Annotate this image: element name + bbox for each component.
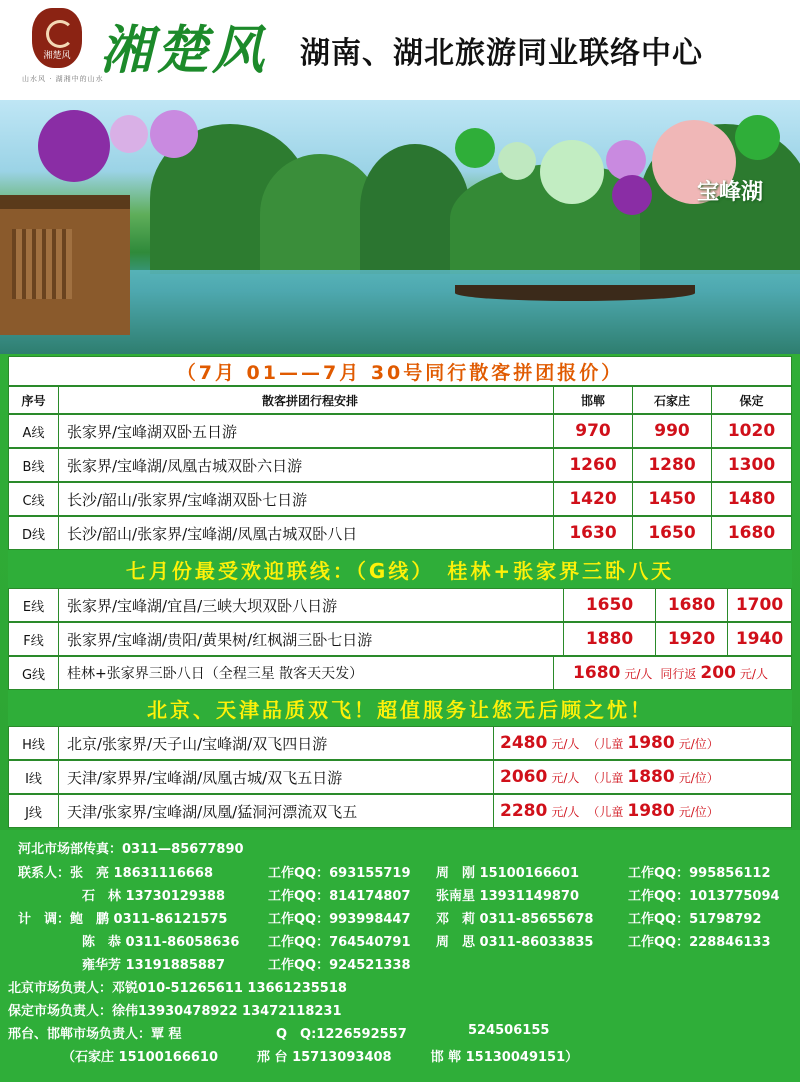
child-unit: 元/位） <box>678 804 719 819</box>
price-unit: 元/人 <box>551 736 580 751</box>
route-name: 北京/张家界/天子山/宝峰湖/双飞四日游 <box>59 727 494 759</box>
route-g-price <box>554 657 791 689</box>
route-code: F线 <box>9 623 59 655</box>
table-row <box>8 760 792 794</box>
route-code: J线 <box>9 795 59 827</box>
banner-scene <box>0 100 800 354</box>
route-price <box>494 761 791 793</box>
flight-feature-banner: 北京、天津品质双飞！超值服务让您无后顾之忧！ <box>8 690 792 726</box>
price-city1: 1630 <box>554 517 633 549</box>
route-name: 张家界/宝峰湖双卧五日游 <box>59 415 554 447</box>
header-route: 散客拼团行程安排 <box>59 387 554 413</box>
child-label: （儿童 <box>587 770 624 785</box>
price-city1: 1420 <box>554 483 633 515</box>
price-unit: 元/人 <box>551 770 580 785</box>
decor-circle <box>498 142 536 180</box>
table-row <box>8 588 792 622</box>
contact-line: 邓 莉 0311-85655678 <box>436 912 594 927</box>
decor-circle <box>110 115 148 153</box>
xingtai-qq: Q Q:1226592557 <box>276 1027 407 1042</box>
contact-qq: 工作QQ：814174807 <box>268 889 411 904</box>
contact-qq: 工作QQ：764540791 <box>268 935 411 950</box>
route-code: B线 <box>9 449 59 481</box>
decor-circle <box>38 110 110 182</box>
table-row <box>8 516 792 550</box>
price-city3: 1940 <box>735 629 784 649</box>
contact-qq: 工作QQ：993998447 <box>268 912 411 927</box>
table-row <box>8 794 792 828</box>
xingtai-qq2: 524506155 <box>468 1023 550 1038</box>
header-city2: 石家庄 <box>633 387 712 413</box>
price: 2060 <box>500 767 548 787</box>
table-row <box>8 656 792 690</box>
child-label: （儿童 <box>587 804 624 819</box>
child-price: 1880 <box>627 767 675 787</box>
price-city3: 1020 <box>727 421 776 441</box>
price-table-title: （7月 01——7月 30号同行散客拼团报价） <box>8 356 792 386</box>
price-unit: 元/人 <box>624 666 653 681</box>
price-city1: 970 <box>554 415 633 447</box>
route-name: 长沙/韶山/张家界/宝峰湖/凤凰古城双卧八日 <box>59 517 554 549</box>
route-name: 长沙/韶山/张家界/宝峰湖双卧七日游 <box>59 483 554 515</box>
route-code: H线 <box>9 727 59 759</box>
route-price <box>494 727 791 759</box>
price-city1: 1650 <box>564 589 656 621</box>
contact-qq: 工作QQ：1013775094 <box>628 889 780 904</box>
header-city3: 保定 <box>739 393 764 408</box>
contact-line: 周 思 0311-86033835 <box>436 935 594 950</box>
price: 1680 <box>573 663 621 683</box>
contact-line: 联系人：张 亮 18631116668 <box>18 866 214 881</box>
xingtai-manager: 邢台、邯郸市场负责人：覃 程 <box>8 1027 182 1042</box>
header-code: 序号 <box>9 387 59 413</box>
contact-line: 石 林 13730129388 <box>82 889 226 904</box>
price-city1: 1260 <box>554 449 633 481</box>
price-city3: 1480 <box>727 489 776 509</box>
decor-circle <box>612 175 652 215</box>
city-phones: （石家庄 15100166610 邢 台 15713093408 邯 郸 15130049151） <box>62 1050 579 1065</box>
route-name: 张家界/宝峰湖/宜昌/三峡大坝双卧八日游 <box>59 589 564 621</box>
child-unit: 元/位） <box>678 770 719 785</box>
route-name: 张家界/宝峰湖/凤凰古城双卧六日游 <box>59 449 554 481</box>
route-code: E线 <box>9 589 59 621</box>
child-unit: 元/位） <box>678 736 719 751</box>
header <box>0 0 800 100</box>
route-price <box>494 795 791 827</box>
route-code: A线 <box>9 415 59 447</box>
contact-qq: 工作QQ：693155719 <box>268 866 411 881</box>
price-city2: 990 <box>633 415 712 447</box>
contact-qq: 工作QQ：51798792 <box>628 912 762 927</box>
route-code: G线 <box>9 657 59 689</box>
brand-title: 湘楚风 <box>100 20 269 81</box>
route-code: I线 <box>9 761 59 793</box>
contact-section <box>0 830 800 1082</box>
price-city2: 1450 <box>633 483 712 515</box>
table-row <box>8 482 792 516</box>
organization-title: 湖南、湖北旅游同业联络中心 <box>300 36 703 71</box>
logo-name: 湘楚风 <box>43 51 71 61</box>
price: 2280 <box>500 801 548 821</box>
price-city2: 1920 <box>656 623 728 655</box>
route-name: 桂林+张家界三卧八日（全程三星 散客天天发） <box>59 657 554 689</box>
rebate-unit: 元/人 <box>739 666 768 681</box>
price-city2: 1650 <box>633 517 712 549</box>
beijing-manager: 北京市场负责人：邓锐010-51265611 13661235518 <box>8 981 347 996</box>
decor-circle <box>150 110 198 158</box>
contact-qq: 工作QQ：228846133 <box>628 935 771 950</box>
decor-circle <box>735 115 780 160</box>
contact-line: 周 刚 15100166601 <box>436 866 580 881</box>
contact-line: 陈 恭 0311-86058636 <box>82 935 240 950</box>
route-name: 张家界/宝峰湖/贵阳/黄果树/红枫湖三卧七日游 <box>59 623 564 655</box>
price-city1: 1880 <box>564 623 656 655</box>
child-price: 1980 <box>627 801 675 821</box>
price-city2: 1680 <box>656 589 728 621</box>
price-city3: 1300 <box>727 455 776 475</box>
decor-circle <box>455 128 495 168</box>
contact-qq: 工作QQ：924521338 <box>268 958 411 973</box>
table-row <box>8 448 792 482</box>
decor-circle <box>606 140 646 180</box>
table-row <box>8 726 792 760</box>
baoding-manager: 保定市场负责人：徐伟13930478922 13472118231 <box>8 1004 342 1019</box>
rebate: 200 <box>700 663 736 683</box>
header-city1: 邯郸 <box>554 387 633 413</box>
table-row <box>8 622 792 656</box>
fax-line: 河北市场部传真：0311—85677890 <box>18 842 244 857</box>
price-city3: 1680 <box>727 523 776 543</box>
contact-line: 张南星 13931149870 <box>436 889 580 904</box>
wooden-house <box>0 195 130 335</box>
rebate-label: 同行返 <box>660 666 697 681</box>
child-label: （儿童 <box>587 736 624 751</box>
scene-label: 宝峰湖 <box>697 180 764 205</box>
route-name: 天津/家界界/宝峰湖/凤凰古城/双飞五日游 <box>59 761 494 793</box>
decor-circle <box>540 140 604 204</box>
price-unit: 元/人 <box>551 804 580 819</box>
route-name: 天津/张家界/宝峰湖/凤凰/猛洞河漂流双飞五 <box>59 795 494 827</box>
route-code: C线 <box>9 483 59 515</box>
price: 2480 <box>500 733 548 753</box>
logo <box>22 8 104 86</box>
price-city3: 1700 <box>735 595 784 615</box>
child-price: 1980 <box>627 733 675 753</box>
contact-line: 计 调：鲍 鹏 0311-86121575 <box>18 912 228 927</box>
table-header <box>8 386 792 414</box>
july-feature-banner: 七月份最受欢迎联线：（G线） 桂林+张家界三卧八天 <box>8 550 792 588</box>
route-code: D线 <box>9 517 59 549</box>
logo-subtitle: 山水风 · 湖湘中的山水 <box>22 75 104 83</box>
price-city2: 1280 <box>633 449 712 481</box>
table-row <box>8 414 792 448</box>
boat-icon <box>455 285 695 301</box>
contact-line: 雍华芳 13191885887 <box>82 958 226 973</box>
contact-qq: 工作QQ：995856112 <box>628 866 771 881</box>
